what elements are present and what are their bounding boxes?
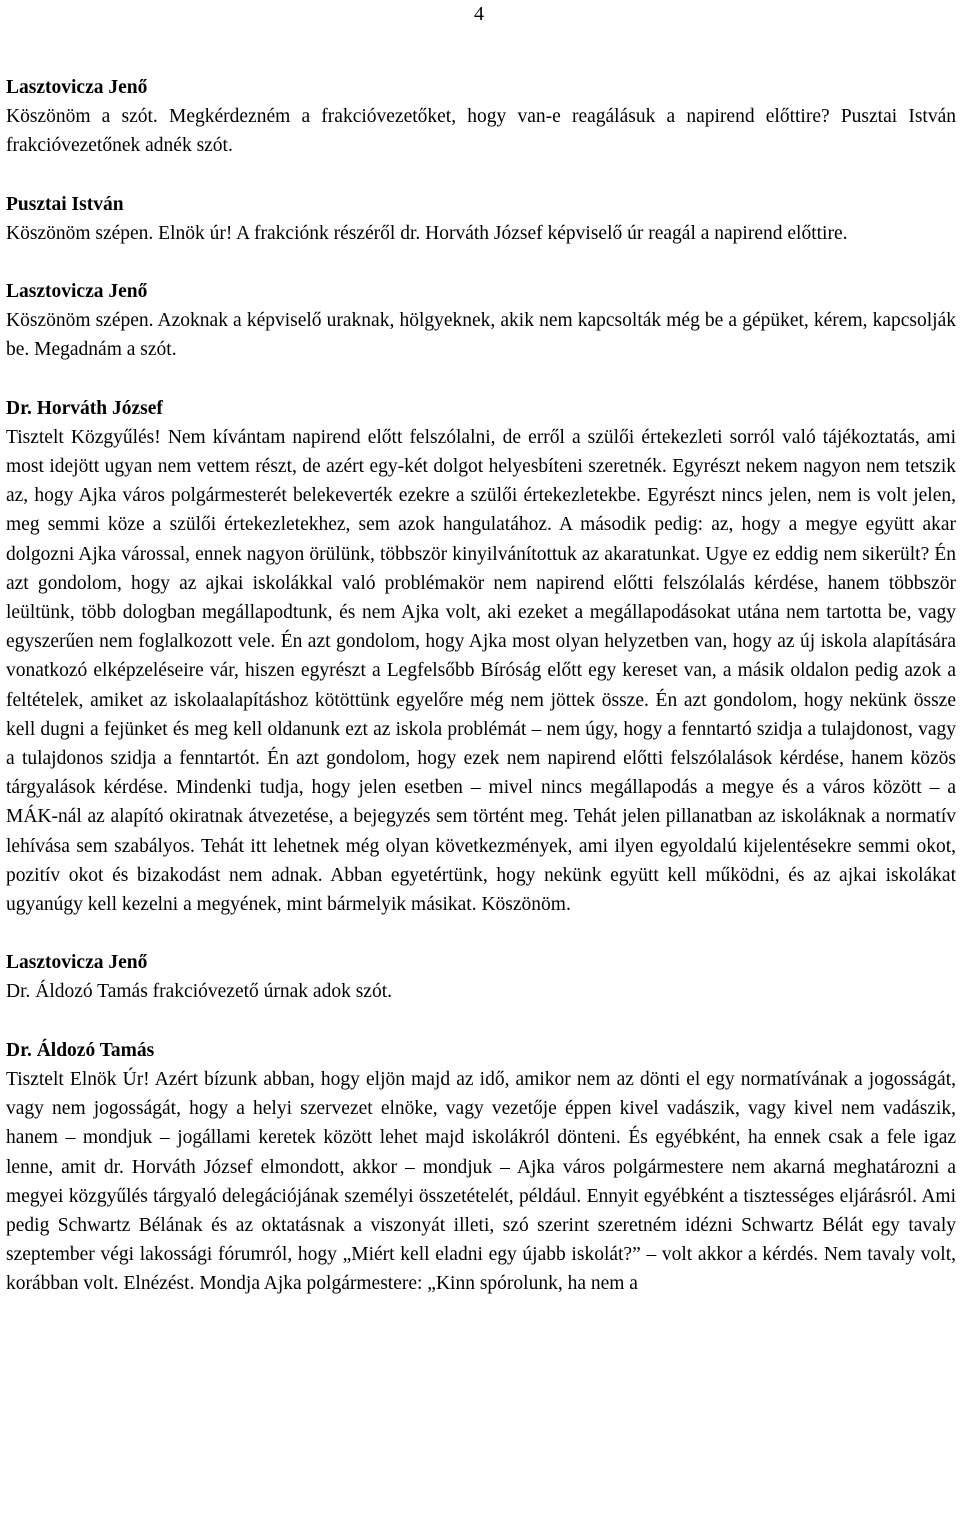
speech-text: Köszönöm a szót. Megkérdezném a frakcióvezetőket, hogy van-e reagálásuk a napirend előttire? Pusztai István frakcióvezetőnek adnék szót. (6, 106, 956, 157)
page-number: 4 (474, 3, 484, 25)
speaker-name: Dr. Horváth József (6, 397, 163, 419)
speech-text: Dr. Áldozó Tamás frakcióvezető úrnak adok szót. (6, 981, 392, 1003)
document-body (6, 73, 956, 1328)
speech-block (6, 1036, 956, 1299)
speaker-name: Lasztovicza Jenő (6, 952, 148, 974)
speech-text: Köszönöm szépen. Elnök úr! A frakciónk részéről dr. Horváth József képviselő úr reagál a napirend előttire. (6, 222, 848, 244)
speaker-name: Pusztai István (6, 193, 124, 215)
speech-block (6, 948, 956, 1006)
speech-block (6, 73, 956, 161)
speaker-name: Dr. Áldozó Tamás (6, 1039, 155, 1061)
speech-block (6, 190, 956, 248)
speech-block (6, 394, 956, 920)
speech-text: Köszönöm szépen. Azoknak a képviselő uraknak, hölgyeknek, akik nem kapcsolták még be a gépüket, kérem, kapcsolják be. Megadnám a szót. (6, 310, 956, 361)
speech-block (6, 277, 956, 365)
speech-text: Tisztelt Közgyűlés! Nem kívántam napirend előtt felszólalni, de erről a szülői értekezleti sorról való tájékoztatás, ami most idejött ugyan nem vettem részt, de azért egy-két dolgot helyesbíteni szeretnék. Egyrészt nekem nagyon nem tetszik az, hogy Ajka város polgármesterét belekeverték ezekre a szülői értekezletekbe. Egyrészt nincs jelen, nem is volt jelen, meg semmi köze a szülői értekezletekhez, sem azok hangulatához. A második pedig: az, hogy a megye együtt akar dolgozni Ajka várossal, ennek nagyon örülünk, többször kinyilvánítottuk az akaratunkat. Ugye ez eddig nem sikerült? Én azt gondolom, hogy az ajkai iskolákkal való problémakör nem napirend előtti felszólalás kérdése, hanem többször leültünk, több dologban megállapodtunk, és nem Ajka volt, aki ezeket a megállapodásokat utána nem tartotta be, vagy egyszerűen nem foglalkozott vele. Én azt gondolom, hogy Ajka most olyan helyzetben van, hogy az új iskola alapítására vonatkozó elképzeléseire vár, hiszen egyrészt a Legfelsőbb Bíróság előtt egy kereset van, a másik oldalon pedig azok a feltételek, amiket az iskolaalapításhoz kötöttünk egyelőre még nem jöttek össze. Én azt gondolom, hogy nekünk össze kell dugni a fejünket és meg kell oldanunk ezt az iskola problémát – nem úgy, hogy a fenntartó szidja a tulajdonost, vagy a tulajdonos szidja a fenntartót. Én azt gondolom, hogy ezek nem napirend előtti felszólalások kérdése, hanem közös tárgyalások kérdése. Mindenki tudja, hogy jelen esetben – mivel nincs megállapodás a megye és a város között – a MÁK-nál az alapító okiratnak átvezetése, a bejegyzés sem történt meg. Tehát jelen pillanatban az iskoláknak a normatív lehívása sem szabályos. Tehát itt lehetnek még olyan következmények, ami ilyen egyoldalú kijelentésekre semmi okot, pozitív okot és bizakodást nem adnak. Abban egyetértünk, hogy nekünk együtt kell működni, és az ajkai iskolákat ugyanúgy kell kezelni a megyének, mint bármelyik másikat. Köszönöm. (6, 426, 956, 916)
speaker-name: Lasztovicza Jenő (6, 77, 148, 98)
speech-text: Tisztelt Elnök Úr! Azért bízunk abban, hogy eljön majd az idő, amikor nem az dönti el egy normatívának a jogosságát, vagy nem jogosságát, hogy a helyi szervezet elnöke, vagy vezetője éppen kivel vadászik, vagy kivel nem vadászik, hanem – mondjuk – jogállami keretek között lehet majd iskolákról dönteni. És egyébként, ha ennek csak a fele igaz lenne, amit dr. Horváth József elmondott, akkor – mondjuk – Ajka város polgármestere nem akarná meghatározni a megyei közgyűlés tárgyaló delegációjának személyi összetételét, például. Ennyit egyébként a tisztességes eljárásról. Ami pedig Schwartz Bélának és az oktatásnak a viszonyát illeti, szó szerint szeretném idézni Schwartz Bélát egy tavaly szeptember végi lakossági fórumról, hogy „Miért kell eladni egy újabb iskolát?” – volt akkor a kérdés. Nem tavaly volt, korábban volt. Elnézést. Mondja Ajka polgármestere: „Kinn spórolunk, ha nem a (6, 1068, 956, 1295)
speaker-name: Lasztovicza Jenő (6, 281, 148, 303)
